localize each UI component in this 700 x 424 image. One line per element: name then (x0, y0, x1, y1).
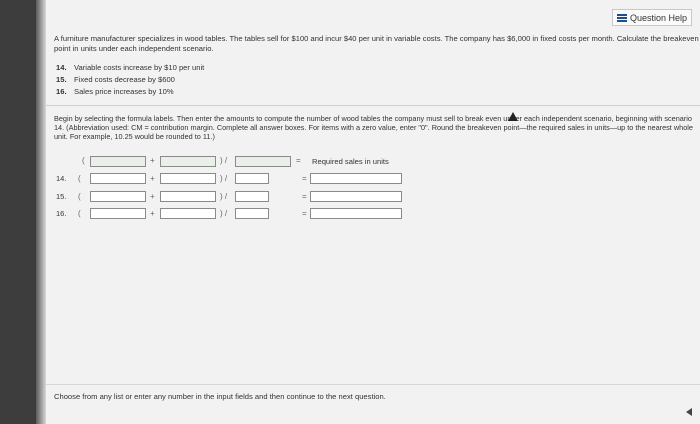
instructions-text: Begin by selecting the formula labels. Then enter the amounts to compute the number of wood tables the company must sell to break even under each independent scenario, beginning with scenario 14. (Abbreviation used: CM = contribution margin. Complete all answer boxes. For items with a zero value, enter "0". Round the breakeven point—the required sales in units—up to the nearest whole unit. For example, 10.25 would be rounded to 11.) (54, 114, 693, 141)
list-icon (617, 14, 627, 22)
cm-input-14[interactable] (235, 173, 269, 184)
target-income-input-14[interactable] (160, 173, 216, 184)
scenario-item (56, 62, 204, 74)
question-help-label: Question Help (629, 12, 687, 23)
breakeven-formula-table (54, 154, 414, 224)
formula-label-select-fixed[interactable] (90, 156, 146, 167)
divider (46, 384, 700, 385)
row-label: 14. (56, 174, 67, 183)
required-sales-input-16[interactable] (310, 208, 402, 219)
scenario-number: 16. (56, 87, 67, 96)
scenario-text: Variable costs increase by $10 per unit (74, 63, 205, 72)
target-income-input-16[interactable] (160, 208, 216, 219)
close-divide: ) / (220, 209, 228, 218)
divider (46, 105, 700, 106)
mouse-cursor-icon (508, 112, 518, 121)
formula-label-select-target[interactable] (160, 156, 216, 167)
scenario-number: 14. (56, 63, 67, 72)
fixed-costs-input-15[interactable] (90, 191, 146, 202)
equals-sign: = (302, 192, 307, 201)
plus-sign: + (150, 156, 155, 165)
cm-input-15[interactable] (235, 191, 269, 202)
scenario-text: Sales price increases by 10% (74, 87, 174, 96)
cm-input-16[interactable] (235, 208, 269, 219)
open-paren: ( (82, 156, 85, 165)
target-income-input-15[interactable] (160, 191, 216, 202)
row-label: 15. (56, 192, 67, 201)
fixed-costs-input-14[interactable] (90, 173, 146, 184)
equals-sign: = (296, 156, 301, 165)
left-dark-sidebar (0, 0, 36, 424)
required-sales-label: Required sales in units (312, 157, 389, 166)
sidebar-shadow (36, 0, 46, 424)
scenario-list (56, 62, 204, 98)
plus-sign: + (150, 209, 155, 218)
equals-sign: = (302, 174, 307, 183)
plus-sign: + (150, 192, 155, 201)
fixed-costs-input-16[interactable] (90, 208, 146, 219)
open-paren: ( (78, 209, 81, 218)
question-help-button[interactable] (612, 9, 692, 26)
open-paren: ( (78, 192, 81, 201)
scenario-item (56, 74, 204, 86)
row-label: 16. (56, 209, 67, 218)
close-divide: ) / (220, 156, 228, 165)
scenario-text: Fixed costs decrease by $600 (74, 75, 175, 84)
equals-sign: = (302, 209, 307, 218)
required-sales-input-15[interactable] (310, 191, 402, 202)
required-sales-input-14[interactable] (310, 173, 402, 184)
scenario-number: 15. (56, 75, 67, 84)
problem-statement: A furniture manufacturer specializes in wood tables. The tables sell for $100 and incur $40 per unit in variable costs. The company has $6,000 in fixed costs per month. Calculate the breakeven point in units under each independent scenario. (54, 34, 699, 53)
collapse-arrow-icon[interactable] (686, 408, 692, 416)
close-divide: ) / (220, 192, 228, 201)
plus-sign: + (150, 174, 155, 183)
footer-instructions: Choose from any list or enter any number in the input fields and then continue to the next question. (54, 392, 386, 401)
close-divide: ) / (220, 174, 228, 183)
scenario-item (56, 86, 204, 98)
formula-label-select-cm[interactable] (235, 156, 291, 167)
open-paren: ( (78, 174, 81, 183)
